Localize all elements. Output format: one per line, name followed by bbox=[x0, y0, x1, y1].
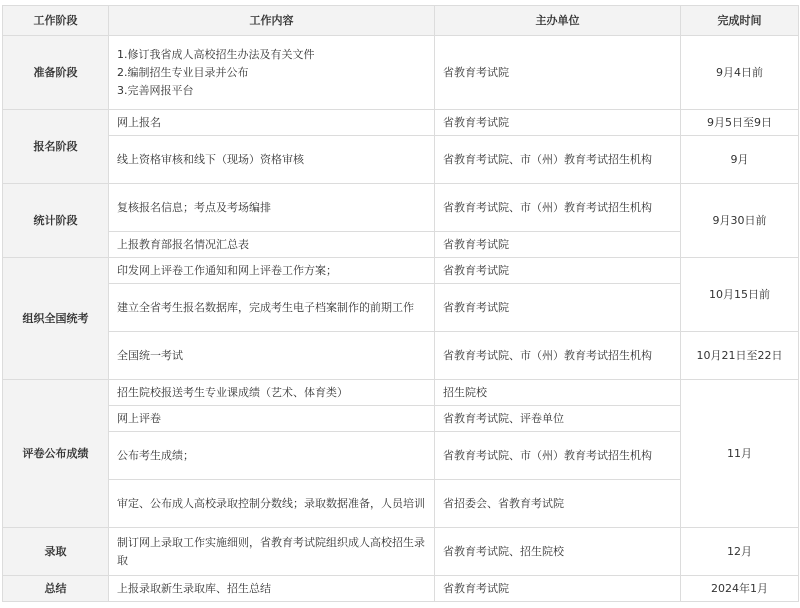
header-org: 主办单位 bbox=[435, 6, 681, 36]
time-cell: 9月 bbox=[681, 136, 799, 184]
table-row bbox=[3, 406, 799, 432]
table-row bbox=[3, 232, 799, 258]
header-row bbox=[3, 6, 799, 36]
header-time: 完成时间 bbox=[681, 6, 799, 36]
content-line: 1.修订我省成人高校招生办法及有关文件 bbox=[117, 47, 315, 61]
content-cell: 全国统一考试 bbox=[109, 332, 435, 380]
stage-cell: 录取 bbox=[3, 528, 109, 576]
content-cell: 公布考生成绩； bbox=[109, 432, 435, 480]
stage-cell: 评卷公布成绩 bbox=[3, 380, 109, 528]
org-cell: 省教育考试院、市（州）教育考试招生机构 bbox=[435, 184, 681, 232]
time-cell: 9月5日至9日 bbox=[681, 110, 799, 136]
table-row bbox=[3, 528, 799, 576]
table-row bbox=[3, 480, 799, 528]
time-cell: 9月4日前 bbox=[681, 36, 799, 110]
schedule-table bbox=[2, 5, 799, 602]
content-cell: 网上报名 bbox=[109, 110, 435, 136]
stage-cell: 组织全国统考 bbox=[3, 258, 109, 380]
table-row bbox=[3, 332, 799, 380]
content-line: 2.编制招生专业目录并公布 bbox=[117, 65, 249, 79]
header-stage: 工作阶段 bbox=[3, 6, 109, 36]
org-cell: 省教育考试院 bbox=[435, 36, 681, 110]
table-row bbox=[3, 36, 799, 110]
content-cell: 印发网上评卷工作通知和网上评卷工作方案； bbox=[109, 258, 435, 284]
org-cell: 省教育考试院 bbox=[435, 232, 681, 258]
org-cell: 省教育考试院、市（州）教育考试招生机构 bbox=[435, 332, 681, 380]
header-content: 工作内容 bbox=[109, 6, 435, 36]
table-row bbox=[3, 284, 799, 332]
content-cell bbox=[109, 36, 435, 110]
table-row bbox=[3, 136, 799, 184]
content-line: 3.完善网报平台 bbox=[117, 83, 194, 97]
table-row bbox=[3, 432, 799, 480]
time-cell: 2024年1月 bbox=[681, 576, 799, 602]
content-cell: 招生院校报送考生专业课成绩（艺术、体育类） bbox=[109, 380, 435, 406]
content-cell: 上报录取新生录取库、招生总结 bbox=[109, 576, 435, 602]
org-cell: 省教育考试院 bbox=[435, 284, 681, 332]
org-cell: 省教育考试院 bbox=[435, 576, 681, 602]
time-cell: 10月21日至22日 bbox=[681, 332, 799, 380]
table-row bbox=[3, 184, 799, 232]
content-cell: 制订网上录取工作实施细则，省教育考试院组织成人高校招生录取 bbox=[109, 528, 435, 576]
time-cell: 12月 bbox=[681, 528, 799, 576]
stage-cell: 报名阶段 bbox=[3, 110, 109, 184]
table-row bbox=[3, 576, 799, 602]
table-row bbox=[3, 258, 799, 284]
stage-cell: 总结 bbox=[3, 576, 109, 602]
org-cell: 招生院校 bbox=[435, 380, 681, 406]
org-cell: 省招委会、省教育考试院 bbox=[435, 480, 681, 528]
content-cell: 线上资格审核和线下（现场）资格审核 bbox=[109, 136, 435, 184]
time-cell: 10月15日前 bbox=[681, 258, 799, 332]
time-cell: 11月 bbox=[681, 380, 799, 528]
org-cell: 省教育考试院、市（州）教育考试招生机构 bbox=[435, 136, 681, 184]
stage-cell: 准备阶段 bbox=[3, 36, 109, 110]
content-cell: 复核报名信息；考点及考场编排 bbox=[109, 184, 435, 232]
org-cell: 省教育考试院 bbox=[435, 110, 681, 136]
org-cell: 省教育考试院、招生院校 bbox=[435, 528, 681, 576]
content-cell: 建立全省考生报名数据库，完成考生电子档案制作的前期工作 bbox=[109, 284, 435, 332]
table-row bbox=[3, 380, 799, 406]
content-cell: 上报教育部报名情况汇总表 bbox=[109, 232, 435, 258]
stage-cell: 统计阶段 bbox=[3, 184, 109, 258]
org-cell: 省教育考试院、评卷单位 bbox=[435, 406, 681, 432]
org-cell: 省教育考试院、市（州）教育考试招生机构 bbox=[435, 432, 681, 480]
content-cell: 网上评卷 bbox=[109, 406, 435, 432]
org-cell: 省教育考试院 bbox=[435, 258, 681, 284]
content-cell: 审定、公布成人高校录取控制分数线；录取数据准备，人员培训 bbox=[109, 480, 435, 528]
time-cell: 9月30日前 bbox=[681, 184, 799, 258]
table-row bbox=[3, 110, 799, 136]
